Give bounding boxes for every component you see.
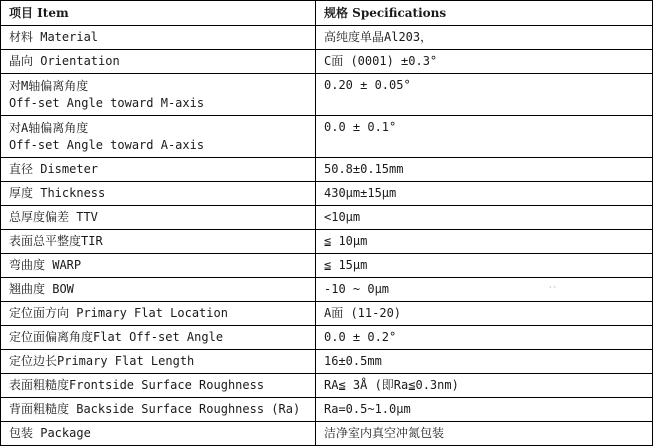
item-cell — [1, 158, 316, 182]
item-cell — [1, 302, 316, 326]
spec-value: 50.8±0.15mm — [316, 158, 653, 182]
item-cell — [1, 74, 316, 116]
table-row — [1, 302, 653, 326]
spec-column-header: 规格 Specifications — [316, 1, 653, 26]
item-label: 弯曲度 WARP — [9, 258, 82, 272]
table-row — [1, 230, 653, 254]
item-cell — [1, 254, 316, 278]
spec-value: 0.0 ± 0.2° — [316, 326, 653, 350]
item-label: 对M轴偏离角度 — [9, 78, 89, 93]
item-label: 晶向 Orientation — [9, 54, 120, 68]
item-cell — [1, 116, 316, 158]
spec-value: RA≦ 3Å (即Ra≦0.3nm) — [316, 374, 653, 398]
spec-value: 16±0.5mm — [316, 350, 653, 374]
item-label: 对A轴偏离角度 — [9, 120, 89, 135]
spec-value: 430μm±15μm — [316, 182, 653, 206]
spec-value: -10 ~ 0μm — [316, 278, 653, 302]
item-label: 定位面方向 Primary Flat Location — [9, 306, 228, 320]
spec-value: <10μm — [316, 206, 653, 230]
spec-value: 洁净室内真空冲氮包装 — [316, 422, 653, 446]
spec-value: C面 (0001) ±0.3° — [316, 50, 653, 74]
spec-value: 0.20 ± 0.05° — [316, 74, 653, 116]
item-column-header: 项目 Item — [1, 1, 316, 26]
item-cell — [1, 374, 316, 398]
table-row — [1, 74, 653, 116]
table-row — [1, 206, 653, 230]
table-row — [1, 26, 653, 50]
table-row — [1, 158, 653, 182]
table-row — [1, 254, 653, 278]
spec-value: A面 (11-20) — [316, 302, 653, 326]
item-cell — [1, 230, 316, 254]
item-label: 包装 Package — [9, 426, 91, 440]
item-label: 定位面偏离角度Flat Off-set Angle — [9, 330, 224, 344]
header-row — [1, 1, 653, 26]
spec-value: Ra=0.5~1.0μm — [316, 398, 653, 422]
item-label: 总厚度偏差 TTV — [9, 210, 98, 224]
item-label: 背面粗糙度 Backside Surface Roughness (Ra) — [9, 402, 301, 416]
table-row — [1, 326, 653, 350]
item-cell — [1, 182, 316, 206]
item-cell — [1, 50, 316, 74]
table-row — [1, 350, 653, 374]
item-label: 翘曲度 BOW — [9, 282, 74, 296]
item-cell — [1, 206, 316, 230]
table-row — [1, 50, 653, 74]
spec-value: 0.0 ± 0.1° — [316, 116, 653, 158]
spec-value: ≦ 10μm — [316, 230, 653, 254]
item-label: 表面粗糙度Frontside Surface Roughness — [9, 378, 265, 392]
item-label: 直径 Dismeter — [9, 162, 99, 176]
item-label: Off-set Angle toward M-axis — [9, 95, 205, 110]
item-label: Off-set Angle toward A-axis — [9, 137, 205, 152]
item-label: 定位边长Primary Flat Length — [9, 354, 195, 368]
stray-dots: ·· — [549, 283, 559, 292]
item-cell — [1, 26, 316, 50]
table-body — [1, 26, 653, 446]
item-label: 厚度 Thickness — [9, 186, 106, 200]
spec-value: 高纯度单晶Al203， — [316, 26, 653, 50]
spec-value: ≦ 15μm — [316, 254, 653, 278]
item-cell — [1, 278, 316, 302]
table-row — [1, 374, 653, 398]
table-row — [1, 398, 653, 422]
table-row — [1, 422, 653, 446]
item-cell — [1, 422, 316, 446]
table-row — [1, 116, 653, 158]
item-label: 材料 Material — [9, 30, 99, 44]
item-cell — [1, 398, 316, 422]
item-label: 表面总平整度TIR — [9, 234, 103, 248]
item-cell — [1, 326, 316, 350]
item-cell — [1, 350, 316, 374]
table-row — [1, 182, 653, 206]
